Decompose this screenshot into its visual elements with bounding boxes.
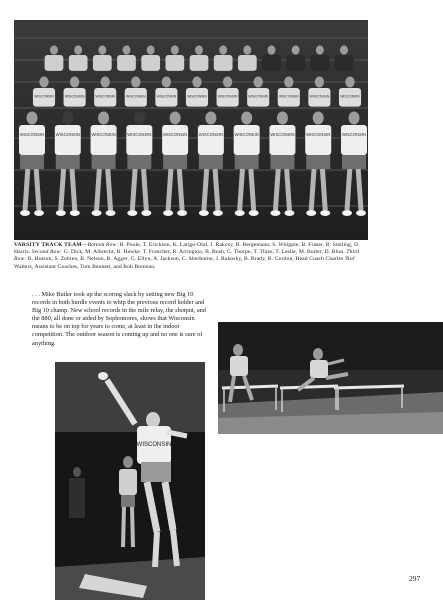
athlete-head bbox=[268, 45, 276, 54]
athlete-head bbox=[315, 76, 324, 87]
athlete-shirt bbox=[198, 125, 224, 155]
athlete-head bbox=[74, 45, 82, 54]
athlete-shoe bbox=[235, 210, 245, 216]
athlete-head bbox=[123, 45, 131, 54]
athlete-shoe bbox=[199, 210, 209, 216]
athlete-shoe bbox=[249, 210, 259, 216]
athlete-leg bbox=[72, 169, 75, 210]
athlete-head bbox=[205, 112, 216, 125]
athlete-leg bbox=[275, 169, 278, 210]
athlete-head bbox=[134, 112, 145, 125]
athlete-shoe bbox=[34, 210, 44, 216]
jersey-text: WISCONSIN bbox=[34, 94, 54, 99]
athlete-head bbox=[223, 76, 232, 87]
athlete-shirt bbox=[93, 55, 112, 71]
page-number: 297 bbox=[409, 574, 421, 583]
athlete-head bbox=[192, 76, 201, 87]
athlete-shirt bbox=[55, 125, 81, 155]
athlete-shirt bbox=[45, 55, 64, 71]
caption-lead: VARSITY TRACK TEAM bbox=[14, 242, 82, 248]
athlete-shirt bbox=[214, 55, 233, 71]
team-caption: VARSITY TRACK TEAM—Bottom Row: R. Poole, T. Erickson, K. Latigo-Olal, J. Rakosy, B. Bergemann, S. Whipple, B. Fraser, R. Stalling, D. Harris. Second Row: G. Dick, M. Albrecht, B. Hawke, T. Francher, R. Arrington, B. Bush, C. Thorpe, T. Thies, T. Leslie, M. Butler, D. Bliss. Third Row: B. Hutson, S. Zehren, B. Nelson, B. Agger, G. Ellyn, A. Jackson, C. Sherburne, J. Rakosky, B. Brady, B. Gordon, Head Coach Charles 'Rut' Walters, Assistant Coaches, Tom Bennett, and Bob Brennan. bbox=[14, 242, 360, 270]
athlete-shoe bbox=[20, 210, 30, 216]
athlete-head bbox=[254, 76, 263, 87]
athlete-head bbox=[27, 112, 38, 125]
athlete-leg bbox=[132, 169, 135, 210]
jersey-text: WISCONSIN bbox=[309, 94, 330, 99]
athlete-shoe bbox=[356, 210, 366, 216]
athlete-leg bbox=[311, 169, 314, 210]
athlete-head bbox=[62, 112, 73, 125]
athlete-head bbox=[171, 45, 179, 54]
athlete-shirt bbox=[286, 55, 305, 71]
jersey-text: WISCONSIN bbox=[341, 132, 367, 137]
caption-row2-label: Second Row: bbox=[31, 249, 63, 256]
jersey-text: WISCONSIN bbox=[64, 94, 85, 99]
athlete-head bbox=[50, 45, 58, 54]
athlete-shirt bbox=[141, 55, 160, 71]
athlete-shirt bbox=[190, 55, 209, 71]
athlete-shirt bbox=[117, 55, 136, 71]
shotput-photo bbox=[55, 362, 205, 600]
athlete-shirt bbox=[126, 125, 152, 155]
athlete-head bbox=[131, 76, 140, 87]
athlete-head bbox=[98, 112, 109, 125]
jersey-text: WISCONSIN bbox=[19, 132, 45, 137]
athlete-shirt bbox=[69, 55, 88, 71]
athlete-shorts bbox=[56, 155, 80, 169]
shotput-photo-image bbox=[55, 362, 205, 600]
athlete-shirt bbox=[310, 55, 329, 71]
athlete-head bbox=[241, 112, 252, 125]
athlete-leg bbox=[251, 169, 254, 210]
jersey-text: WISCONSIN bbox=[217, 94, 238, 99]
athlete-shoe bbox=[127, 210, 137, 216]
athlete-shirt bbox=[341, 125, 367, 155]
athlete-shirt bbox=[262, 55, 281, 71]
athlete-shirt bbox=[335, 55, 354, 71]
athlete-shirt bbox=[162, 125, 188, 155]
athlete-head bbox=[98, 45, 106, 54]
athlete-shorts bbox=[342, 155, 366, 169]
jersey-text: WISCONSIN bbox=[55, 132, 80, 137]
athlete-shoe bbox=[106, 210, 116, 216]
jersey-text: WISCONSIN bbox=[91, 132, 116, 137]
athlete-head bbox=[313, 112, 324, 125]
jersey-text: WISCONSIN bbox=[279, 94, 299, 99]
jersey-text: WISCONSIN bbox=[248, 94, 268, 99]
athlete-leg bbox=[97, 169, 100, 210]
jersey-text: WISCONSIN bbox=[340, 94, 360, 99]
caption-row1-names: R. Poole, T. Erickson, K. Latigo-Olal, J. Rakosy, B. Bergemann, S. Whipple, B. Fraser, R. Stalling, D. Harris. bbox=[14, 242, 360, 256]
athlete-shirt bbox=[91, 125, 117, 155]
athlete-head bbox=[219, 45, 227, 54]
athlete-head bbox=[284, 76, 293, 87]
athlete-shoe bbox=[213, 210, 223, 216]
athlete-shirt bbox=[269, 125, 295, 155]
athlete-head bbox=[349, 112, 360, 125]
athlete-shoe bbox=[177, 210, 187, 216]
athlete-leg bbox=[144, 169, 147, 210]
athlete-shoe bbox=[70, 210, 80, 216]
jersey-text: WISCONSIN bbox=[306, 132, 331, 137]
jersey-text: WISCONSIN bbox=[156, 94, 177, 99]
team-photo-image bbox=[14, 20, 368, 240]
athlete-shoe bbox=[306, 210, 316, 216]
athlete-leg bbox=[215, 169, 218, 210]
athlete-shoe bbox=[56, 210, 66, 216]
jersey-text: WISCONSIN bbox=[127, 132, 152, 137]
athlete-head bbox=[170, 112, 181, 125]
athlete-shorts bbox=[306, 155, 330, 169]
jersey-text: WISCONSIN bbox=[187, 94, 207, 99]
caption-row2-names: G. Dick, M. Albrecht, B. Hawke, T. Francher, R. Arrington, B. Bush, C. Thorpe, T. Thies, T. Leslie, M. Butler, D. Bliss. bbox=[63, 249, 345, 256]
athlete-leg bbox=[36, 169, 39, 210]
athlete-head bbox=[243, 45, 251, 54]
athlete-head bbox=[147, 45, 155, 54]
athlete-leg bbox=[179, 169, 182, 210]
athlete-shirt bbox=[165, 55, 184, 71]
athlete-shorts bbox=[20, 155, 44, 169]
hurdles-photo-image bbox=[218, 322, 443, 434]
athlete-head bbox=[292, 45, 300, 54]
athlete-leg bbox=[240, 169, 243, 210]
athlete-shorts bbox=[163, 155, 187, 169]
athlete-shoe bbox=[342, 210, 352, 216]
athlete-head bbox=[162, 76, 171, 87]
athlete-shorts bbox=[199, 155, 223, 169]
hurdles-photo bbox=[218, 322, 443, 434]
caption-row1-label: Bottom Row: bbox=[87, 242, 119, 248]
athlete-leg bbox=[322, 169, 325, 210]
athlete-head bbox=[340, 45, 348, 54]
athlete-head bbox=[277, 112, 288, 125]
athlete-leg bbox=[358, 169, 361, 210]
athlete-shoe bbox=[320, 210, 330, 216]
athlete-shorts bbox=[235, 155, 259, 169]
athlete-head bbox=[70, 76, 79, 87]
shotput-jersey-text: WISCONSIN bbox=[136, 442, 172, 448]
athlete-leg bbox=[204, 169, 207, 210]
athlete-shirt bbox=[238, 55, 257, 71]
athlete-head bbox=[195, 45, 203, 54]
athlete-head bbox=[345, 76, 354, 87]
athlete-head bbox=[316, 45, 324, 54]
team-photo bbox=[14, 20, 368, 240]
athlete-shorts bbox=[270, 155, 294, 169]
athlete-leg bbox=[25, 169, 28, 210]
athlete-leg bbox=[347, 169, 350, 210]
athlete-shirt bbox=[234, 125, 260, 155]
athlete-shoe bbox=[163, 210, 173, 216]
athlete-shoe bbox=[141, 210, 151, 216]
athlete-shoe bbox=[284, 210, 294, 216]
athlete-leg bbox=[287, 169, 290, 210]
athlete-head bbox=[39, 76, 48, 87]
jersey-text: WISCONSIN bbox=[198, 132, 223, 137]
caption-row3-label: Third Row: bbox=[14, 249, 360, 263]
jersey-text: WISCONSIN bbox=[270, 132, 295, 137]
jersey-text: WISCONSIN bbox=[126, 94, 146, 99]
athlete-leg bbox=[61, 169, 64, 210]
athlete-shoe bbox=[92, 210, 102, 216]
athlete-shorts bbox=[127, 155, 151, 169]
article-paragraph: . . . Mike Butler took up the scoring slack by setting new Big 10 records in both hurdle events to whip the previous record holder and Big 10 champ. New school records in the mile relay, the shotput, and the 880, all done or aided by Sophomores, shows that Wisconsin means to be on top for years to come, at least in the indoor competition. The outdoor season is coming up and no one is sure of anything. bbox=[32, 291, 206, 347]
jersey-text: WISCONSIN bbox=[234, 132, 259, 137]
athlete-leg bbox=[168, 169, 171, 210]
athlete-leg bbox=[108, 169, 111, 210]
athlete-head bbox=[101, 76, 110, 87]
athlete-shoe bbox=[270, 210, 280, 216]
athlete-shorts bbox=[92, 155, 116, 169]
caption-row3-names: B. Hutson, S. Zehren, B. Nelson, B. Agger, G. Ellyn, A. Jackson, C. Sherburne, J. Rakosky, B. Brady, B. Gordon, Head Coach Charles 'Rut' Walters, Assistant Coaches, Tom Bennett, and Bob Brennan. bbox=[14, 256, 356, 270]
athlete-shirt bbox=[19, 125, 45, 155]
athlete-shirt bbox=[305, 125, 331, 155]
jersey-text: WISCONSIN bbox=[163, 132, 188, 137]
jersey-text: WISCONSIN bbox=[95, 94, 115, 99]
